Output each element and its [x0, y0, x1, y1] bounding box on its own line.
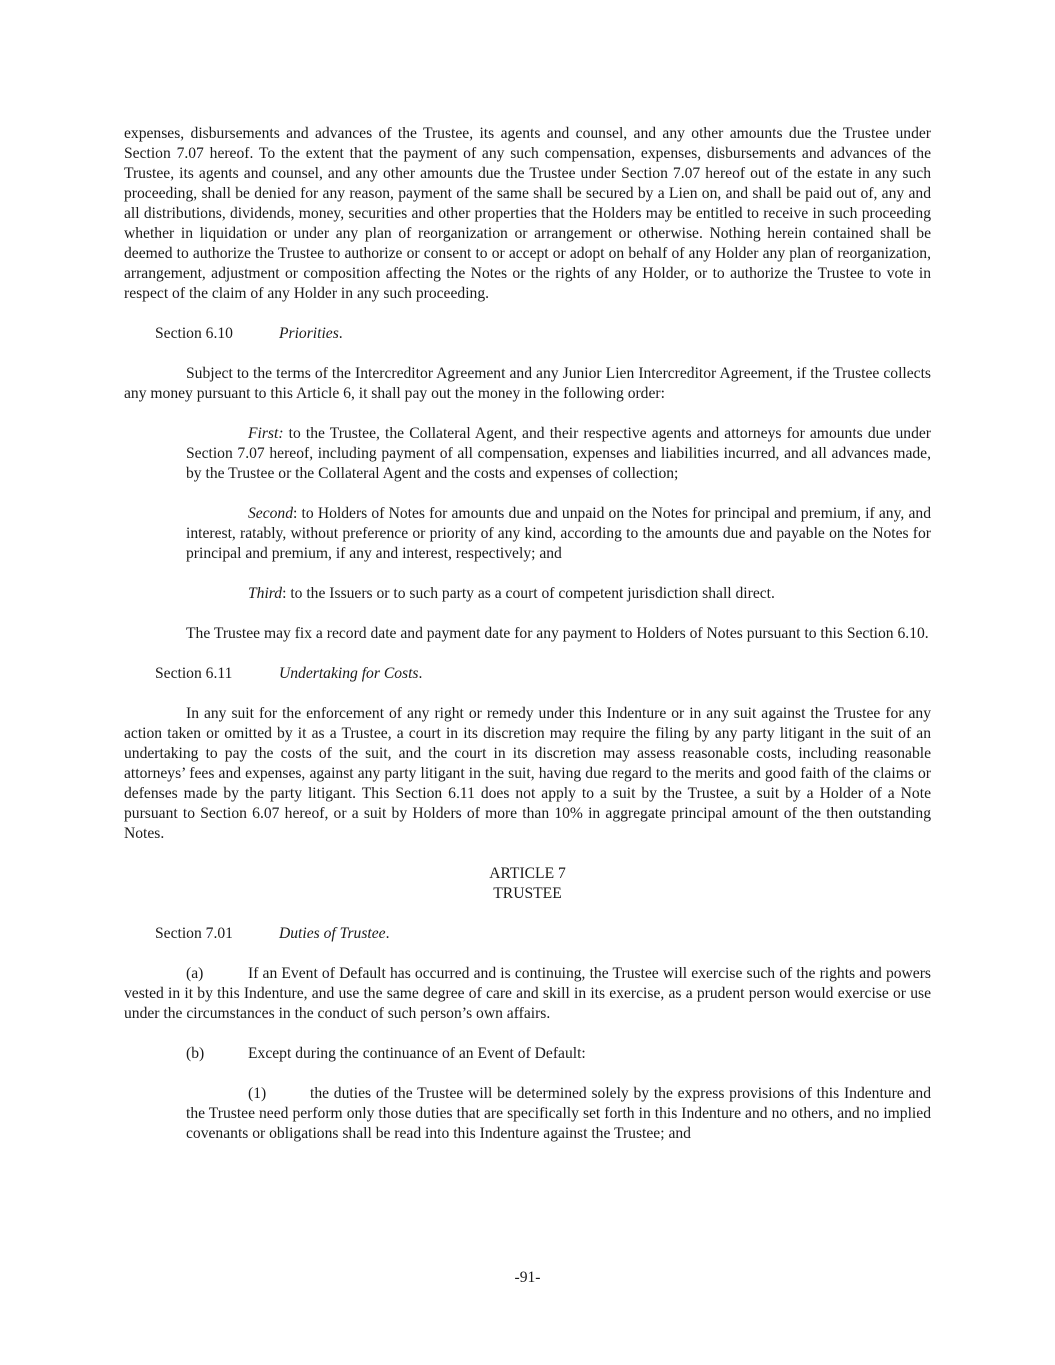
section-heading-6-11: Section 6.11 Undertaking for Costs. — [155, 665, 423, 682]
section-number: Section 6.10 — [155, 325, 233, 342]
clause-label: (b) — [186, 1045, 205, 1062]
paragraph-record-date: The Trustee may fix a record date and payment date for any payment to Holders of Notes pursuant to this Section 6.10. — [186, 625, 929, 642]
clause-a: (a) If an Event of Default has occurred and is continuing, the Trustee will exercise such of the rights and powers vested in it by this Indenture, and use the same degree of care and skill in its exercise, as a prudent person would exercise or use under the circumstances in the conduct of such person’s own affairs. — [124, 965, 931, 1022]
paragraph-intro: expenses, disbursements and advances of the Trustee, its agents and counsel, and any other amounts due the Trustee under Section 7.07 hereof. To the extent that the payment of any such compensation, expenses, disbursements and advances of the Trustee, its agents and counsel, and any other amounts due the Trustee under Section 7.07 hereof out of the estate in any such proceeding, shall be denied for any reason, payment of the same shall be secured by a Lien on, and shall be paid out of, any and all distributions, dividends, money, securities and other properties that the Holders may be entitled to receive in such proceeding whether in liquidation or under any plan of reorganization or arrangement or otherwise. Nothing herein contained shall be deemed to authorize the Trustee to authorize or consent to or accept or adopt on behalf of any Holder any plan of reorganization, arrangement, adjustment or composition affecting the Notes or the rights of any Holder, or to authorize the Trustee to vote in respect of the claim of any Holder in any such proceeding. — [124, 125, 931, 302]
paragraph-priorities: Subject to the terms of the Intercreditor Agreement and any Junior Lien Intercreditor Agreement, if the Trustee collects any money pursuant to this Article 6, it shall pay out the money in the following order: — [124, 365, 931, 402]
document-page — [124, 124, 931, 1144]
section-title: Duties of Trustee — [279, 925, 386, 942]
section-heading-7-01: Section 7.01 Duties of Trustee. — [155, 925, 390, 942]
priority-label: Second — [248, 505, 294, 522]
clause-b: (b) Except during the continuance of an Event of Default: — [186, 1045, 586, 1062]
priority-second: Second: to Holders of Notes for amounts due and unpaid on the Notes for principal and premium, if any, and interest, ratably, without preference or priority of any kind, according to the amounts due and payable on the Notes for principal and premium, if any and interest, respectively; and — [186, 505, 931, 562]
page-number: -91- — [514, 1269, 541, 1286]
section-heading-6-10: Section 6.10 Priorities. — [155, 325, 343, 342]
section-number: Section 7.01 — [155, 925, 233, 942]
paragraph-undertaking: In any suit for the enforcement of any right or remedy under this Indenture or in any suit against the Trustee for any action taken or omitted by it as a Trustee, a court in its discretion may require the filing by any party litigant in the suit of an undertaking to pay the costs of the suit, and the court in its discretion may assess reasonable costs, including reasonable attorneys’ fees and expenses, against any party litigant in the suit, having due regard to the merits and good faith of the claims or defenses made by the party litigant. This Section 6.11 does not apply to a suit by the Trustee, a suit by a Holder of a Note pursuant to Section 6.07 hereof, or a suit by Holders of more than 10% in aggregate principal amount of the then outstanding Notes. — [124, 705, 931, 842]
priority-label: First: — [248, 425, 284, 442]
clause-b-1: (1) the duties of the Trustee will be determined solely by the express provisions of this Indenture and the Trustee need perform only those duties that are specifically set forth in this Indenture and no others, and no implied covenants or obligations shall be read into this Indenture against the Trustee; and — [186, 1085, 931, 1142]
priority-label: Third — [248, 585, 283, 602]
clause-label: (1) — [248, 1085, 267, 1102]
article-number: ARTICLE 7 — [489, 865, 566, 882]
priority-third: Third: to the Issuers or to such party as a court of competent jurisdiction shall direct. — [248, 585, 775, 602]
priority-first: First: to the Trustee, the Collateral Agent, and their respective agents and attorneys for amounts due under Section 7.07 hereof, including payment of all compensation, expenses and liabilities incurred, and all advances made, by the Trustee or the Collateral Agent and the costs and expenses of collection; — [186, 425, 931, 482]
article-title: TRUSTEE — [493, 885, 562, 902]
section-title: Priorities — [279, 325, 339, 342]
section-number: Section 6.11 — [155, 665, 233, 682]
section-title: Undertaking for Costs — [279, 665, 419, 682]
clause-label: (a) — [186, 965, 204, 982]
